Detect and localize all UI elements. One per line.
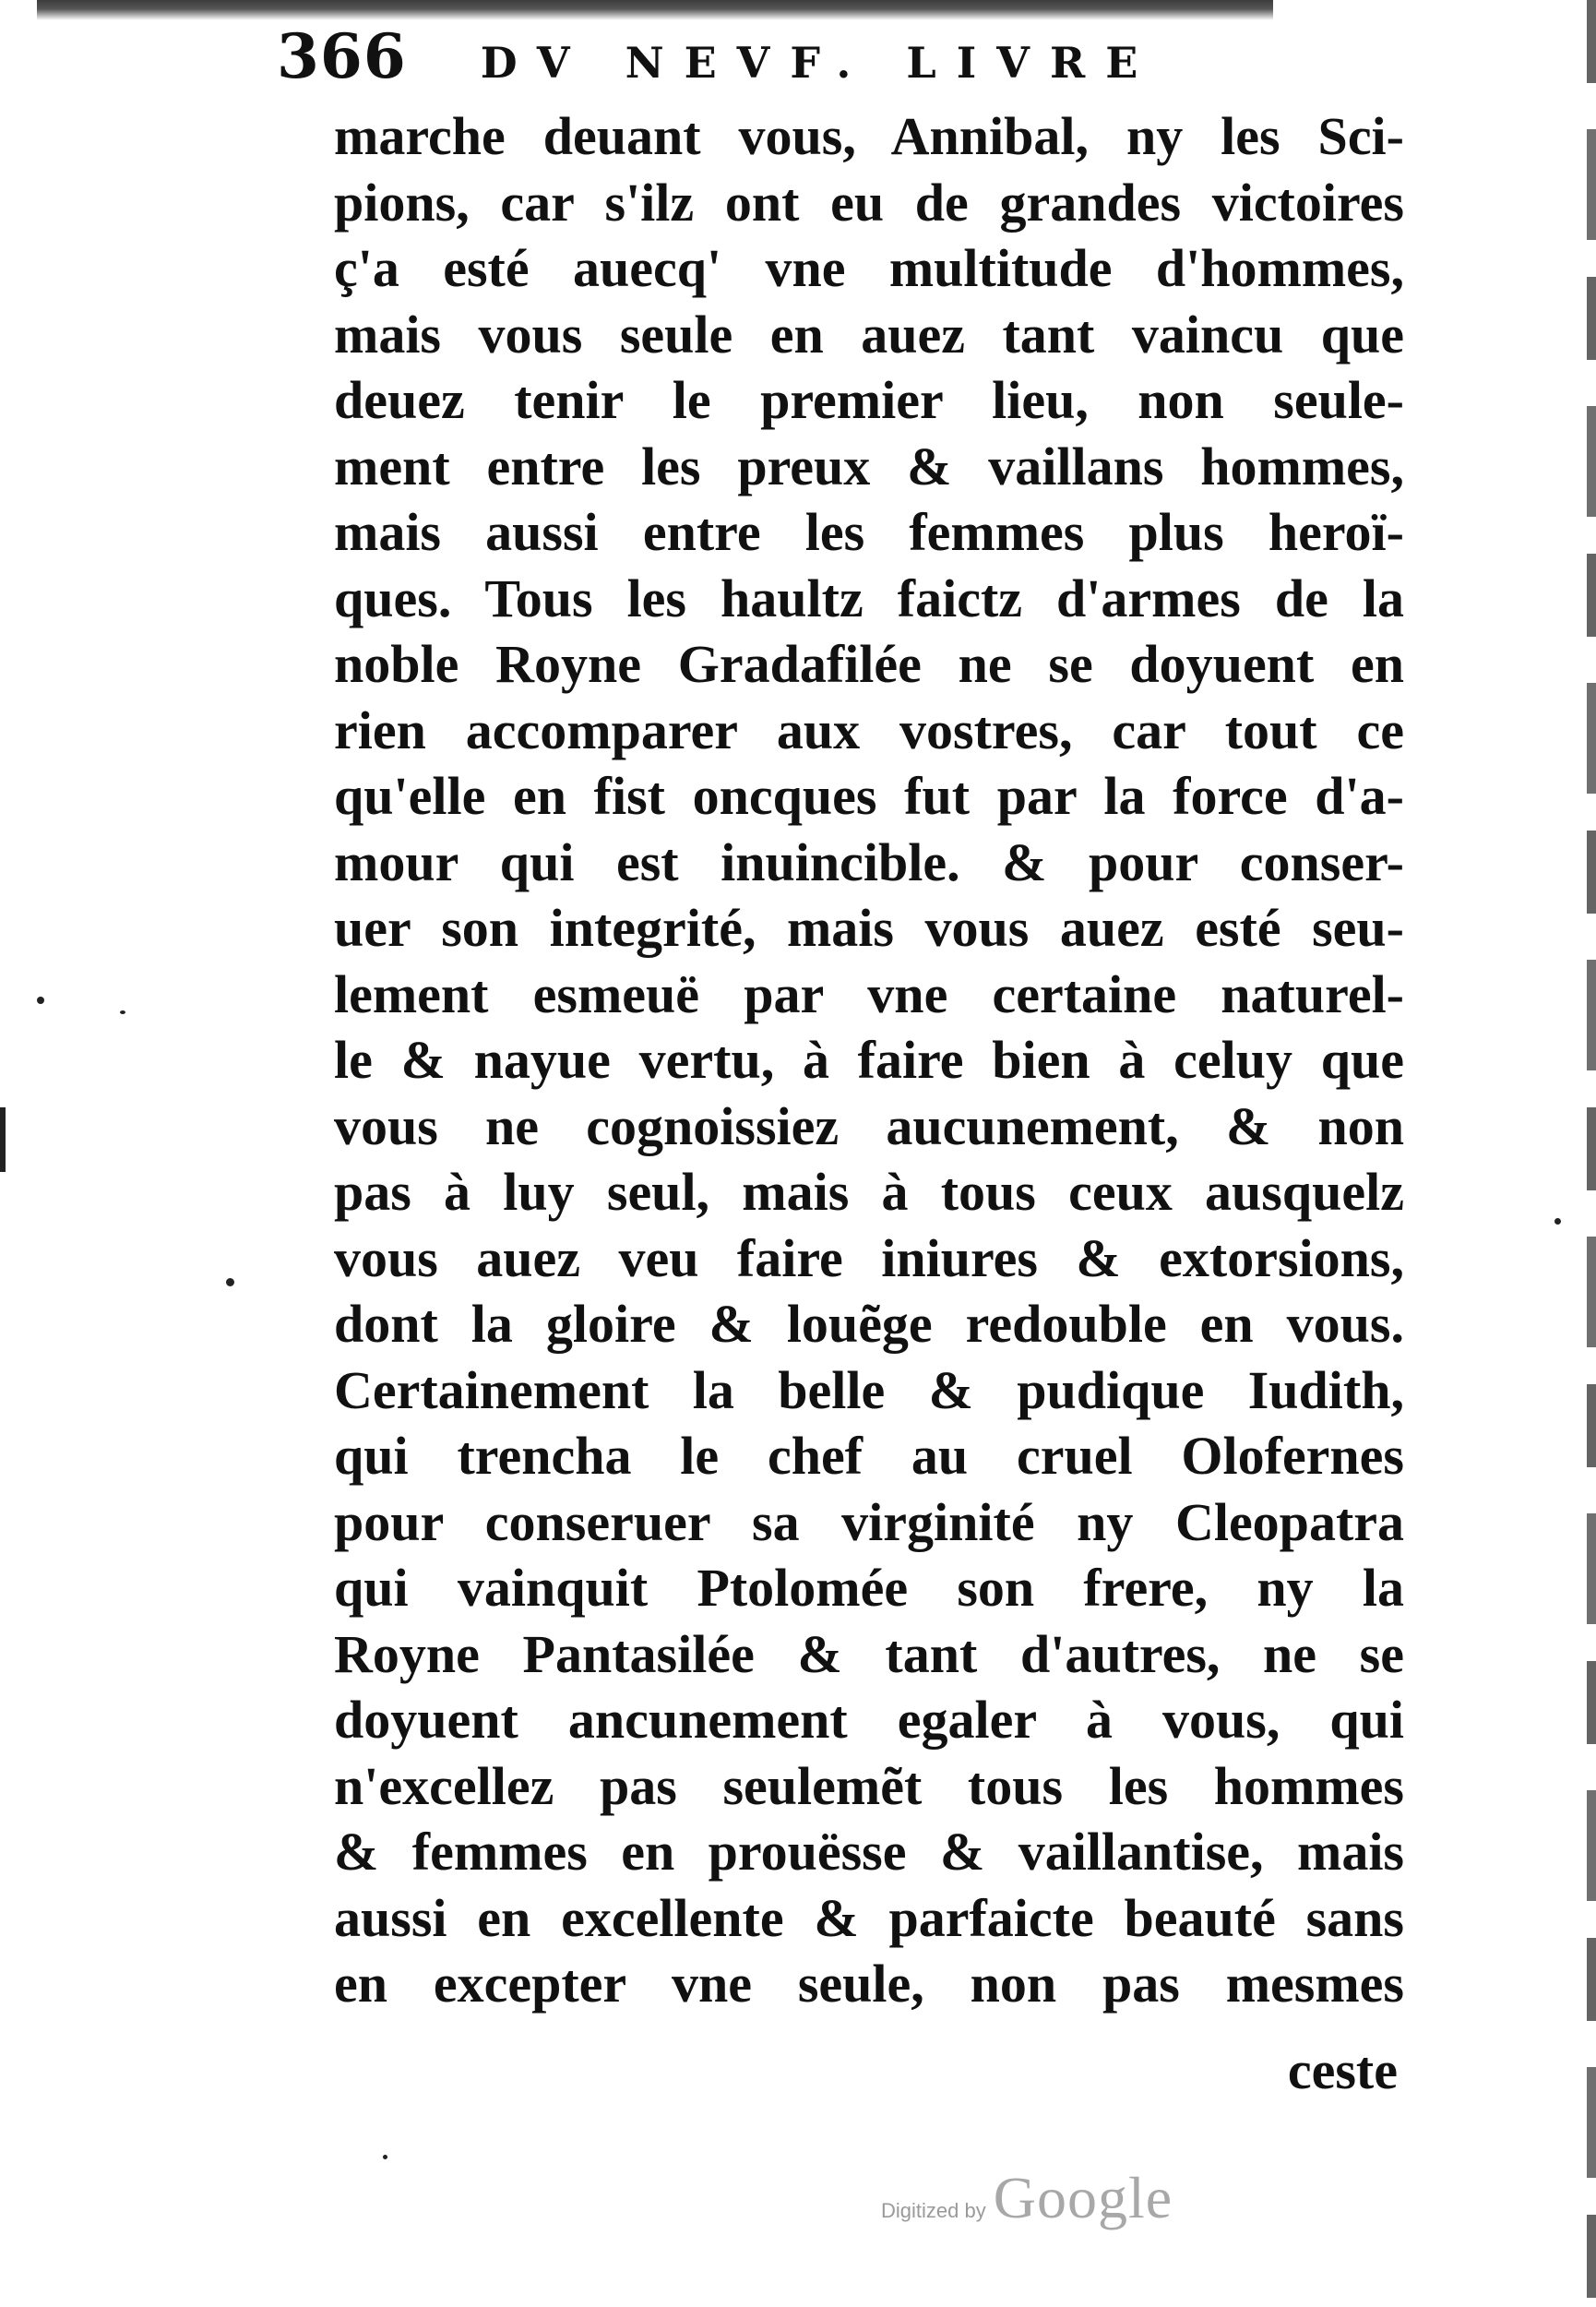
text-line: dont la gloire & louẽge redouble en vous. (334, 1294, 1404, 1354)
text-line: ç'a esté auecq' vne multitude d'hommes, (334, 238, 1404, 298)
text-line: noble Royne Gradafilée ne se doyuent en (334, 634, 1404, 694)
text-line: ques. Tous les haultz faictz d'armes de la (334, 568, 1404, 628)
scan-speck (383, 2155, 387, 2159)
text-line: deuez tenir le premier lieu, non seule- (334, 370, 1404, 430)
text-line: lement esmeuë par vne certaine naturel- (334, 963, 1404, 1024)
text-line: n'excellez pas seulemẽt tous les hommes (334, 1755, 1404, 1816)
scan-left-mark (0, 1107, 6, 1172)
text-line: ment entre les preux & vaillans hommes, (334, 436, 1404, 496)
text-line: aussi en excellente & parfaicte beauté sans (334, 1887, 1404, 1948)
text-line: vous ne cognoissiez aucunement, & non (334, 1095, 1404, 1156)
scan-top-edge (37, 0, 1273, 20)
text-line: mais aussi entre les femmes plus heroï- (334, 502, 1404, 562)
running-head (277, 20, 1292, 103)
text-line: qui trencha le chef au cruel Olofernes (334, 1426, 1404, 1486)
text-line: pions, car s'ilz ont eu de grandes victoires (334, 172, 1404, 233)
text-line: en excepter vne seule, non pas mesmes (334, 1954, 1404, 2014)
text-line: qu'elle en fist oncques fut par la force d'a- (334, 766, 1404, 826)
catchword: ceste (1287, 2040, 1398, 2100)
text-line: mais vous seule en auez tant vaincu que (334, 304, 1404, 365)
body-text (334, 103, 1404, 2017)
text-line: le & nayue vertu, à faire bien à celuy que (334, 1030, 1404, 1090)
digitized-by-google-watermark (881, 2164, 1173, 2232)
scan-speck (226, 1278, 234, 1286)
text-line: uer son integrité, mais vous auez esté seu- (334, 898, 1404, 958)
text-line: rien accomparer aux vostres, car tout ce (334, 699, 1404, 760)
text-line: Royne Pantasilée & tant d'autres, ne se (334, 1623, 1404, 1684)
text-line: Certainement la belle & pudique Iudith, (334, 1359, 1404, 1420)
scan-speck (120, 1010, 125, 1014)
page-number: 366 (277, 20, 407, 92)
text-line: doyuent ancunement egaler à vous, qui (334, 1690, 1404, 1750)
text-line: & femmes en prouësse & vaillantise, mais (334, 1822, 1404, 1882)
text-line: mour qui est inuincible. & pour conser- (334, 831, 1404, 892)
text-line: vous auez veu faire iniures & extorsions, (334, 1227, 1404, 1288)
text-line: pour conseruer sa virginité ny Cleopatra (334, 1491, 1404, 1552)
scan-speck (37, 997, 44, 1004)
scan-right-edge (1587, 0, 1596, 2307)
text-line: pas à luy seul, mais à tous ceux ausquelz (334, 1162, 1404, 1222)
scan-speck (1554, 1218, 1561, 1225)
google-logo-text: Google (993, 2165, 1173, 2230)
text-line: qui vainquit Ptolomée son frere, ny la (334, 1558, 1404, 1618)
digitized-by-label: Digitized by (881, 2199, 986, 2222)
text-line: marche deuant vous, Annibal, ny les Sci- (334, 106, 1404, 166)
running-title: DV NEVF. LIVRE (480, 38, 1159, 88)
